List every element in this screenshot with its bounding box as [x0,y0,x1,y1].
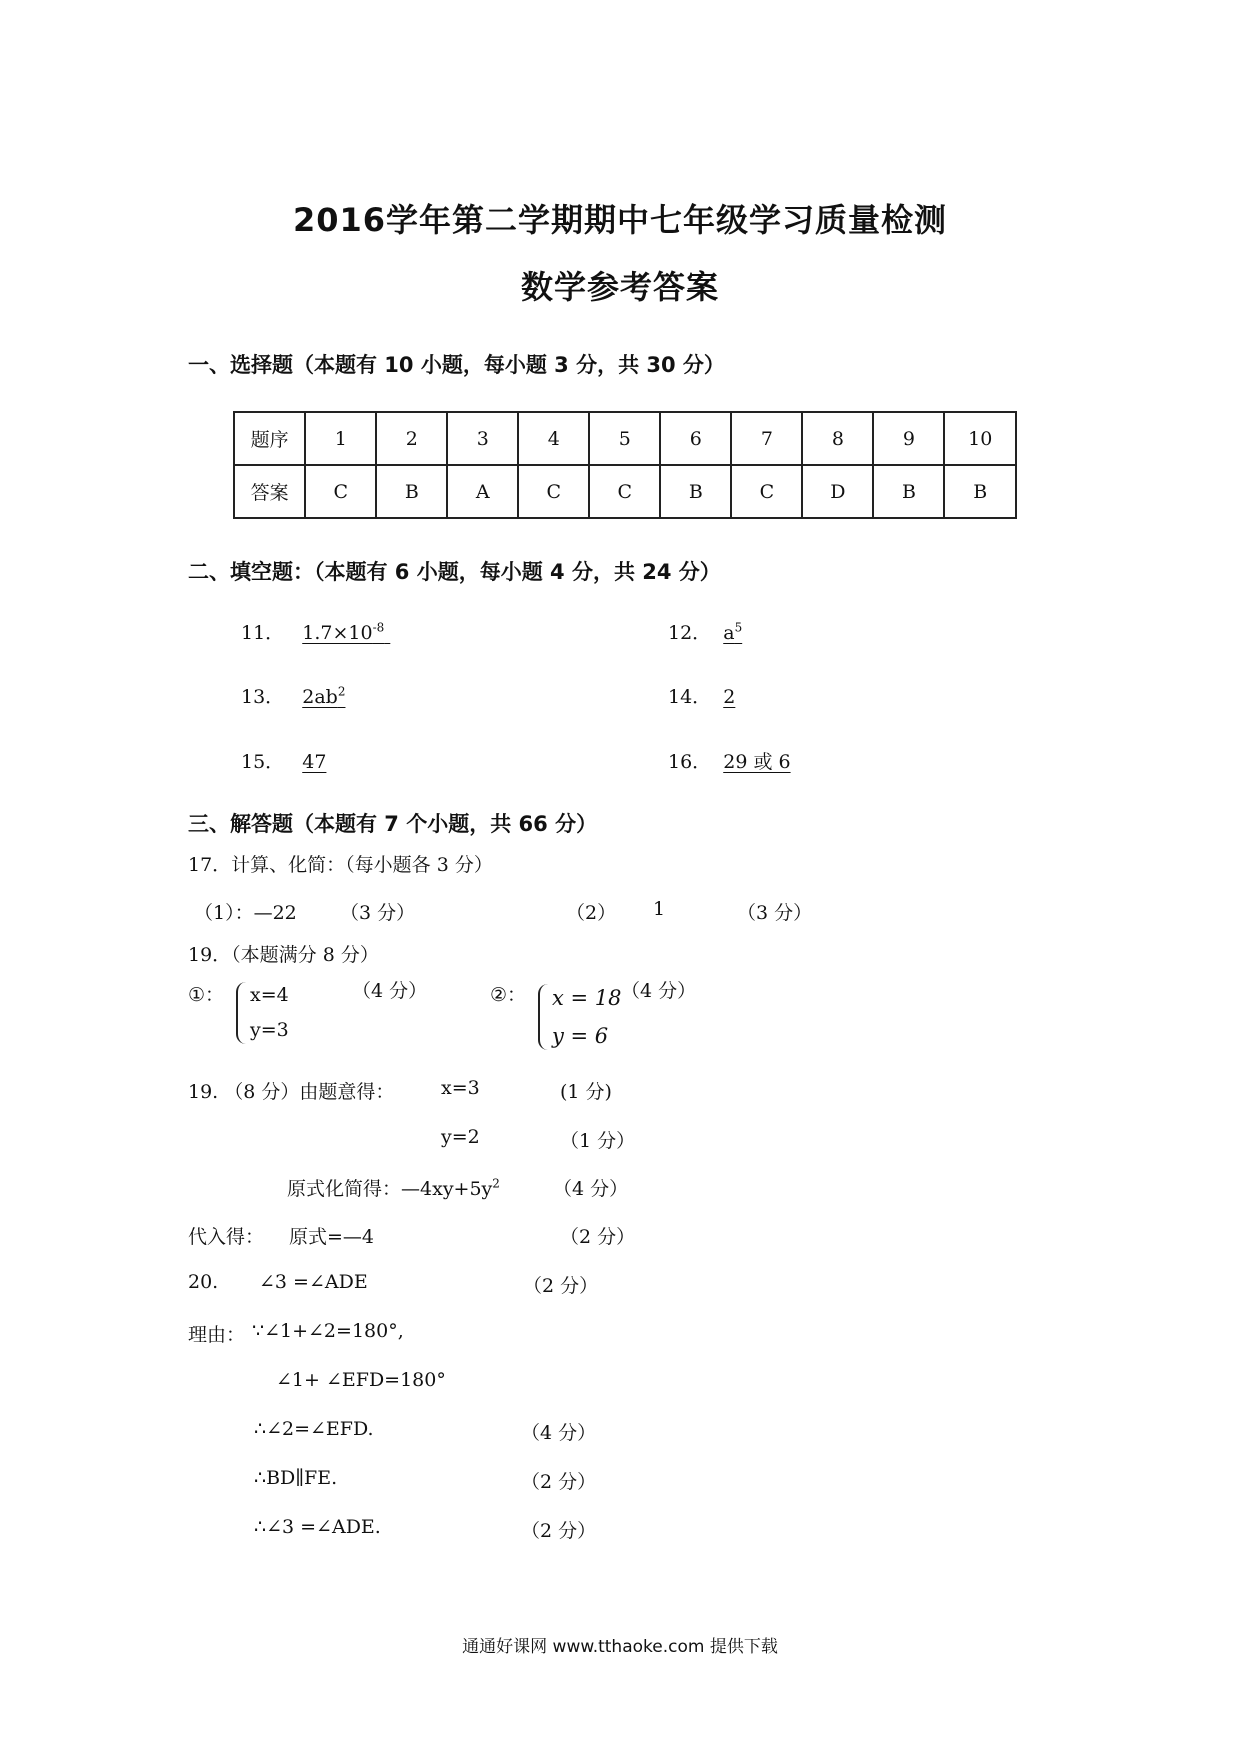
q19a-score2: （4 分） [621,980,697,1002]
page-subtitle: 数学参考答案 [520,268,719,306]
q19b-substitute-label: 代入得： [188,1226,265,1248]
q19a-label: 19．（本题满分 8 分） [188,944,379,966]
left-brace-icon [236,982,248,1044]
item-number: 13． [241,686,285,708]
item-number: 15． [241,751,285,773]
q17-part1: （1）：—22 [194,902,297,924]
simplify-expression: $—4xy+5y^2$ [401,1176,500,1200]
table-cell: C [589,465,660,518]
fill-item-16 [668,747,791,774]
item-answer: 2 [723,686,736,708]
table-cell: D [802,465,873,518]
table-cell: C [305,465,376,518]
item-number: 12． [668,622,712,644]
item-answer: 47 [302,751,327,773]
item-number: 11． [241,622,285,644]
q19a-score1: （4 分） [352,980,428,1002]
q17-part2: （2） [566,902,617,924]
table-cell: 1 [305,412,376,465]
table-row [234,465,1016,518]
q20-reason-label: 理由： [188,1324,246,1346]
table-cell: 3 [447,412,518,465]
q17-label: 17．计算、化简：（每小题各 3 分） [188,854,493,876]
q17-part2-value: 1 [653,898,666,920]
system2-eq2: y = 6 [552,1024,609,1048]
item-answer: 29 或 6 [723,751,791,773]
q19b-substitute-score: （2 分） [560,1226,636,1248]
item-answer: $1.7\times 10^{-8}$ [302,620,385,644]
table-cell: B [944,465,1016,518]
q19b-simplify [287,1174,500,1201]
answer-table [233,411,1017,519]
page-title: 2016学年第二学期期中七年级学习质量检测 [292,201,948,239]
table-cell: 4 [518,412,589,465]
q17-part2-score: （3 分） [737,902,813,924]
q19a-marker1: ①： [188,984,225,1006]
q20-line5: ∴∠3 =∠ADE. [254,1516,381,1538]
fill-item-11 [241,618,390,645]
q20-claim-score: （2 分） [523,1275,599,1297]
table-cell: 8 [802,412,873,465]
fill-item-15 [241,747,326,774]
item-number: 16． [668,751,712,773]
q19b-x-score: (1 分) [560,1081,612,1103]
table-cell: B [660,465,731,518]
table-cell: 5 [589,412,660,465]
fill-item-13 [241,682,345,709]
table-cell: 10 [944,412,1016,465]
table-cell: 7 [731,412,802,465]
q19b-y: y=2 [441,1126,480,1148]
fill-item-12 [668,618,742,645]
table-cell: 6 [660,412,731,465]
fill-item-14 [668,682,735,709]
q20-line2: ∠1+ ∠EFD=180° [276,1369,446,1391]
item-answer: $2ab^2$ [302,684,346,708]
system1-eq2: y=3 [250,1019,289,1041]
q17-part1-score: （3 分） [340,902,416,924]
q19b-y-score: （1 分） [560,1130,636,1152]
section3-heading: 三、解答题（本题有 7 个小题，共 66 分） [188,812,598,836]
table-header-cell: 答案 [234,465,305,518]
item-answer: $a^5$ [723,620,743,644]
section1-heading: 一、选择题（本题有 10 小题，每小题 3 分，共 30 分） [188,353,725,377]
footer-download-note: 通通好课网 www.tthaoke.com 提供下载 [462,1637,778,1657]
q20-line5-score: （2 分） [521,1520,597,1542]
q20-number: 20. [188,1271,219,1293]
q20-line3: ∴∠2=∠EFD. [254,1418,374,1440]
system1-eq1: x=4 [250,984,289,1006]
simplify-label: 原式化简得： [287,1178,402,1200]
table-header-cell: 题序 [234,412,305,465]
system2-eq1: x = 18 [552,986,622,1010]
table-cell: C [518,465,589,518]
q20-claim: ∠3 =∠ADE [259,1271,368,1293]
q20-line3-score: （4 分） [521,1422,597,1444]
table-cell: A [447,465,518,518]
q20-line1: ∵∠1+∠2=180°, [252,1320,404,1342]
q19a-marker2: ②： [490,984,527,1006]
table-row [234,412,1016,465]
q19b-x: x=3 [441,1077,480,1099]
table-cell: 9 [873,412,944,465]
left-brace-icon [538,984,550,1050]
table-cell: 2 [376,412,447,465]
q20-line4-score: （2 分） [521,1471,597,1493]
item-number: 14． [668,686,712,708]
table-cell: B [873,465,944,518]
table-cell: B [376,465,447,518]
q19b-label: 19. （8 分）由题意得： [188,1081,395,1103]
section2-heading: 二、填空题：（本题有 6 小题，每小题 4 分，共 24 分） [188,560,721,584]
q19b-substitute-value: 原式=—4 [289,1226,375,1248]
q19b-simplify-score: （4 分） [553,1178,629,1200]
table-cell: C [731,465,802,518]
q20-line4: ∴BD∥FE. [254,1467,338,1489]
